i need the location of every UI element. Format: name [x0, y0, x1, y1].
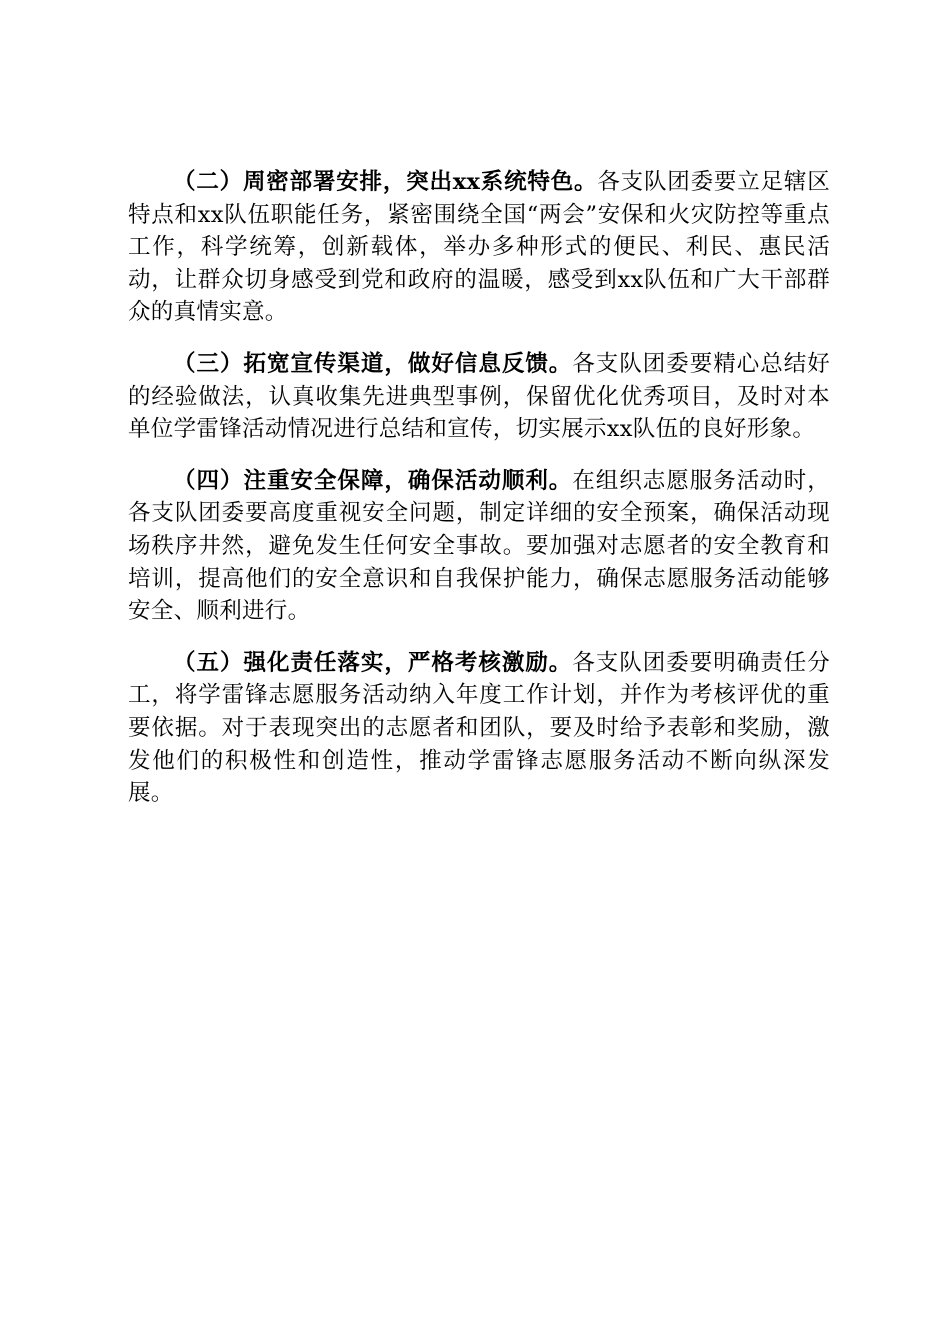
- paragraph-heading: （三）拓宽宣传渠道，做好信息反馈。: [173, 350, 573, 377]
- document-page: [128, 166, 830, 829]
- paragraph-5: [128, 647, 830, 810]
- paragraph-heading: （四）注重安全保障，确保活动顺利。: [173, 467, 573, 494]
- paragraph-body: 各支队团委要明确责任分工，将学雷锋志愿服务活动纳入年度工作计划，并作为考核评优的重要依据。对于表现突出的志愿者和团队，要及时给予表彰和奖励，激发他们的积极性和创造性，推动学雷锋志愿服务活动不断向纵深发展。: [128, 649, 830, 807]
- paragraph-heading: （二）周密部署安排，突出xx系统特色。: [173, 169, 598, 195]
- paragraph-body: 在组织志愿服务活动时，各支队团委要高度重视安全问题，制定详细的安全预案，确保活动现场秩序井然，避免发生任何安全事故。要加强对志愿者的安全教育和培训，提高他们的安全意识和自我保护能力，确保志愿服务活动能够安全、顺利进行。: [128, 467, 830, 625]
- paragraph-4: [128, 465, 830, 628]
- paragraph-2: [128, 166, 830, 329]
- paragraph-body: 各支队团委要精心总结好的经验做法，认真收集先进典型事例，保留优化优秀项目，及时对本单位学雷锋活动情况进行总结和宣传，切实展示xx队伍的良好形象。: [128, 350, 830, 443]
- paragraph-3: [128, 348, 830, 446]
- paragraph-body: 各支队团委要立足辖区特点和xx队伍职能任务，紧密围绕全国“两会”安保和火灾防控等重点工作，科学统筹，创新载体，举办多种形式的便民、利民、惠民活动，让群众切身感受到党和政府的温暖，感受到xx队伍和广大干部群众的真情实意。: [128, 169, 830, 326]
- paragraph-heading: （五）强化责任落实，严格考核激励。: [173, 649, 573, 676]
